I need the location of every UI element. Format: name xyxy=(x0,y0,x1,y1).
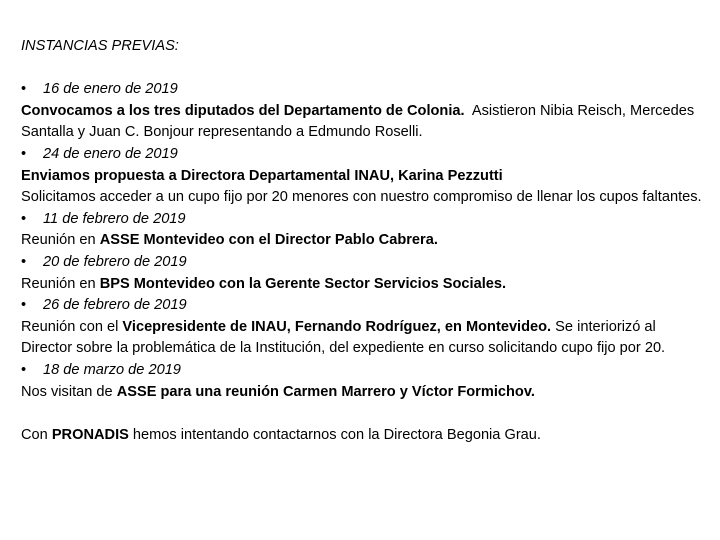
spacer xyxy=(21,403,705,425)
entry-bold-text: Enviamos propuesta a Directora Departamental INAU, Karina Pezzutti xyxy=(21,167,503,184)
entry-rest-text: Asistieron Nibia Reisch, Mercedes Santalla y Juan C. Bonjour representando a Edmundo Roselli. xyxy=(21,102,699,141)
slide-content xyxy=(21,36,705,446)
entry-rest-text: Solicitamos acceder a un cupo fijo por 20 menores con nuestro compromiso de llenar los cupos faltantes. xyxy=(21,189,702,206)
entry-text xyxy=(21,187,705,209)
entry-text xyxy=(21,382,705,404)
entry-bold-text: Convocamos a los tres diputados del Departamento de Colonia. xyxy=(21,102,465,119)
bullet-icon: • xyxy=(21,145,27,162)
footer-pre-text: Con xyxy=(21,426,52,443)
date-text: 26 de febrero de 2019 xyxy=(43,297,187,314)
entry-pre-text: Nos visitan de xyxy=(21,383,117,400)
spacer xyxy=(21,58,705,80)
entry-date xyxy=(21,360,705,382)
entry-text xyxy=(21,230,705,252)
entry-text xyxy=(21,101,705,144)
date-text: 18 de marzo de 2019 xyxy=(43,361,181,378)
entry-date xyxy=(21,144,705,166)
footer-rest-text: hemos intentando contactarnos con la Directora Begonia Grau. xyxy=(128,426,541,443)
entry-bold-text: Vicepresidente de INAU, Fernando Rodríguez, en Montevideo. xyxy=(122,318,552,335)
entry-date xyxy=(21,252,705,274)
bullet-icon: • xyxy=(21,361,27,378)
entry-text xyxy=(21,274,705,296)
entry-rest-text: Se interiorizó al Director sobre la problemática de la Institución, del expediente en curso solicitando cupo fijo por 20. xyxy=(21,318,666,357)
entry-pre-text: Reunión en xyxy=(21,275,100,292)
entry-date xyxy=(21,79,705,101)
entry-pre-text: Reunión en xyxy=(21,232,100,249)
entry-text xyxy=(21,166,705,188)
entry-bold-text: ASSE Montevideo con el Director Pablo Cabrera. xyxy=(99,232,438,249)
bullet-icon: • xyxy=(21,81,27,98)
date-text: 20 de febrero de 2019 xyxy=(43,253,187,270)
entry-date xyxy=(21,295,705,317)
date-text: 16 de enero de 2019 xyxy=(43,81,178,98)
entry-bold-text: BPS Montevideo con la Gerente Sector Servicios Sociales. xyxy=(99,275,507,292)
bullet-icon: • xyxy=(21,210,27,227)
entry-pre-text: Reunión con el xyxy=(21,318,123,335)
entry-bold-text: ASSE para una reunión Carmen Marrero y Víctor Formichov. xyxy=(116,383,535,400)
entry-text xyxy=(21,317,705,360)
date-text: 24 de enero de 2019 xyxy=(43,145,178,162)
date-text: 11 de febrero de 2019 xyxy=(43,210,186,227)
section-heading: INSTANCIAS PREVIAS: xyxy=(21,38,179,54)
footer-note xyxy=(21,425,705,447)
bullet-icon: • xyxy=(21,253,27,270)
footer-bold-text: PRONADIS xyxy=(51,426,129,443)
entry-date xyxy=(21,209,705,231)
bullet-icon: • xyxy=(21,297,27,314)
